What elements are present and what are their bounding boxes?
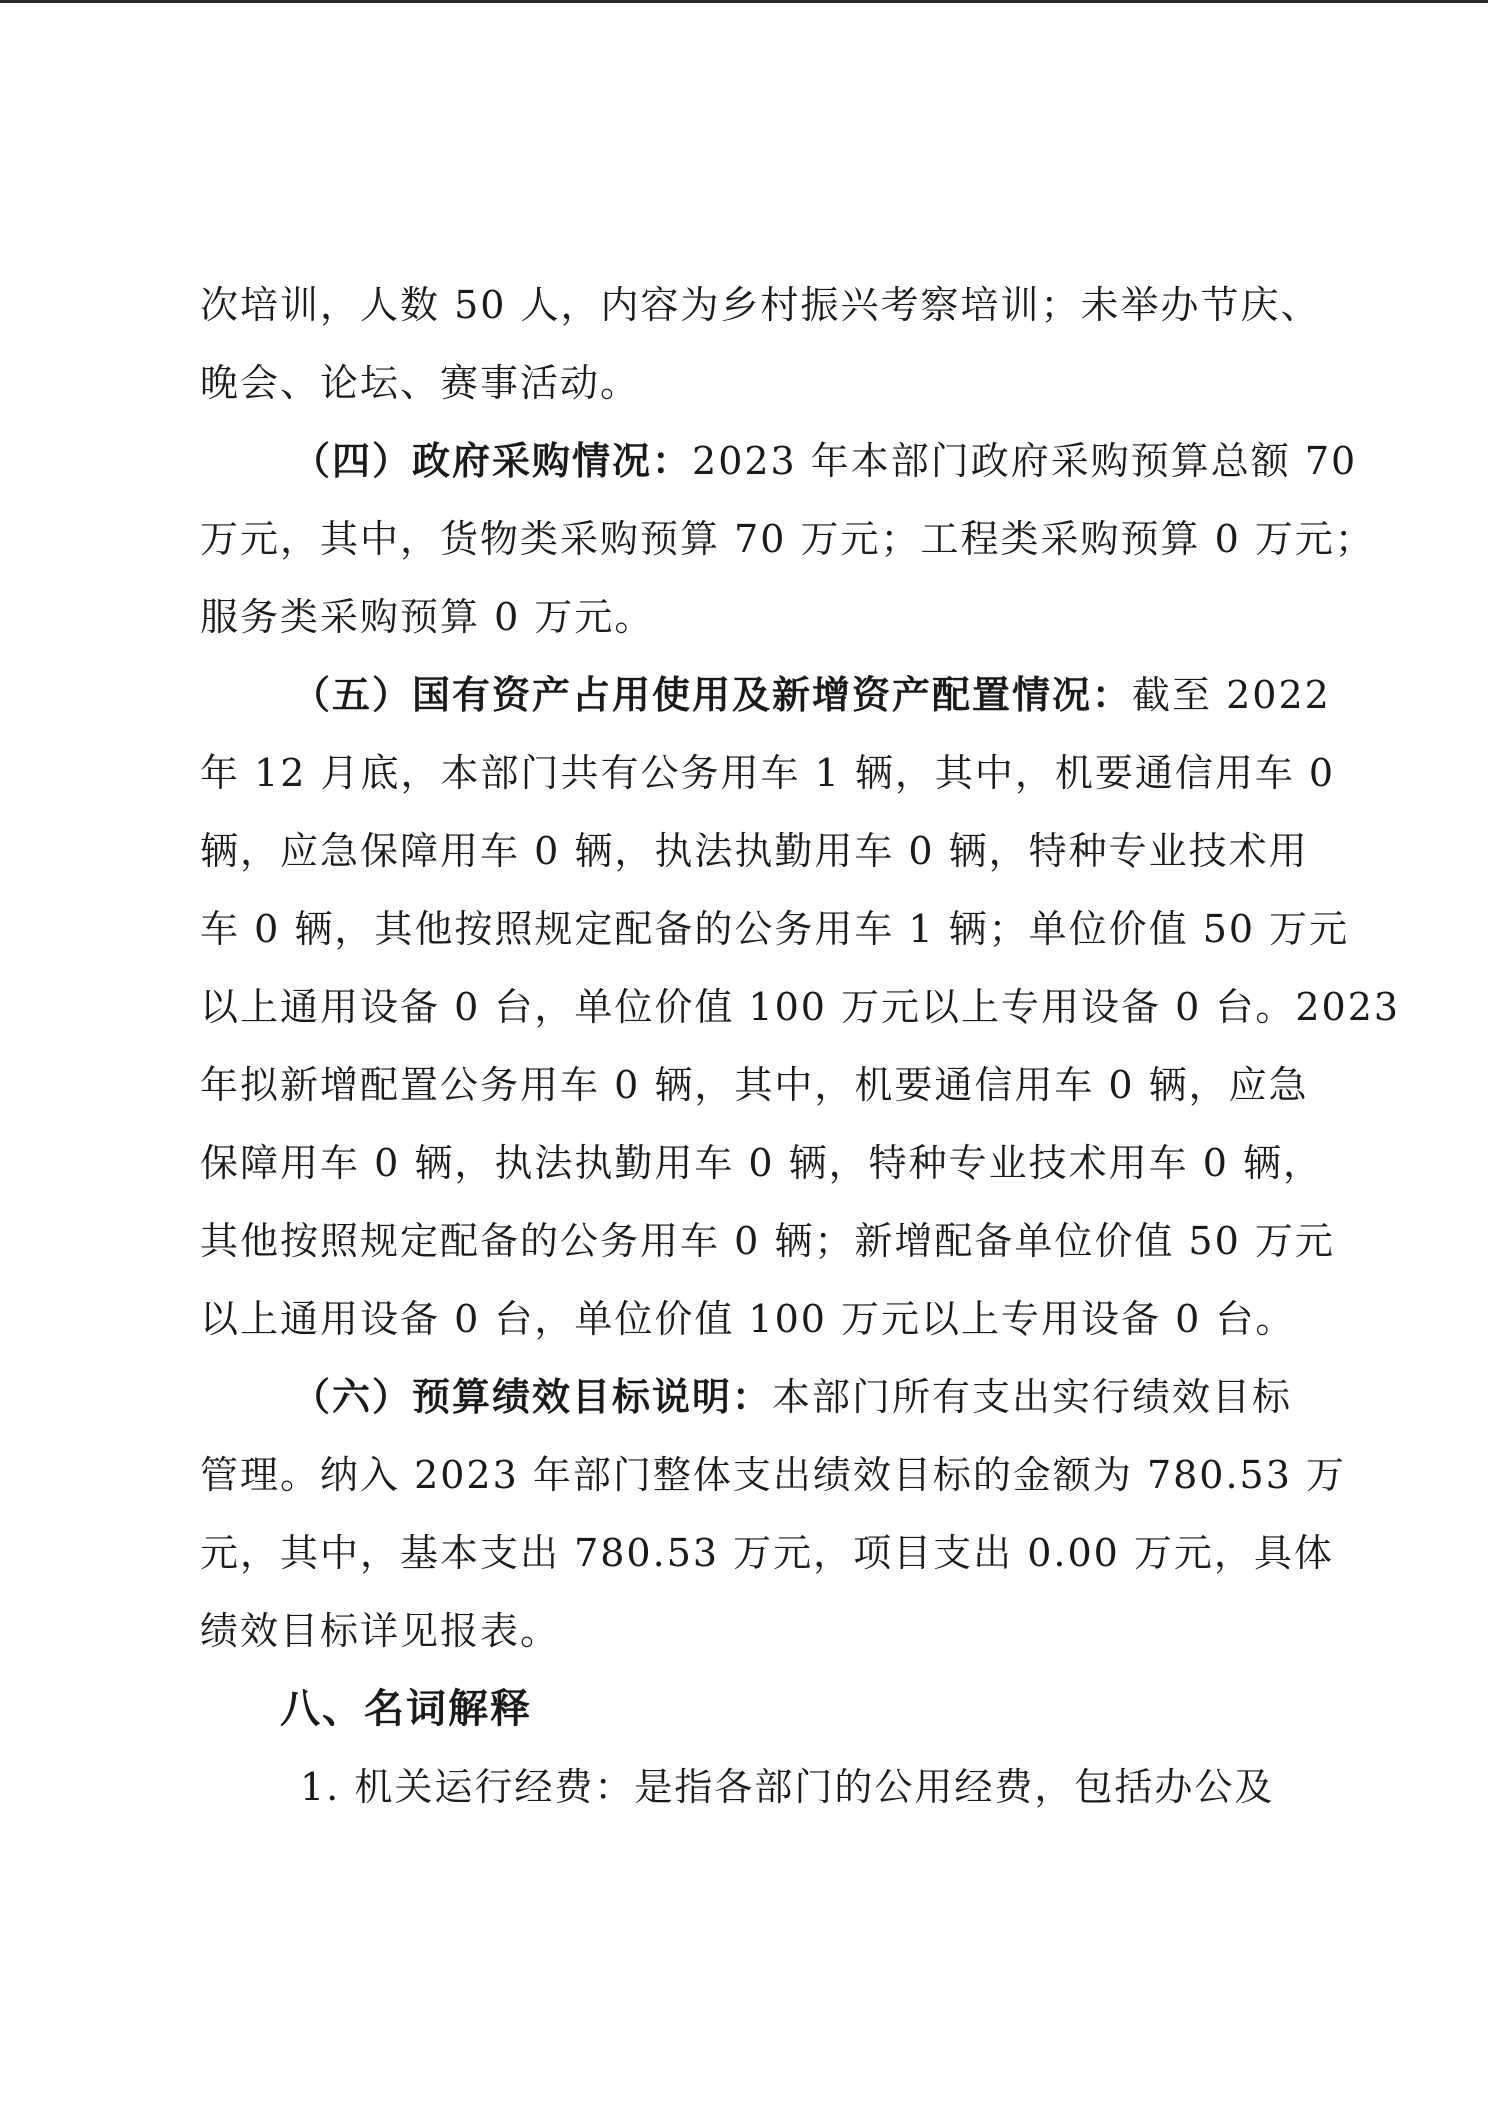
paragraph-line: 年拟新增配置公务用车 0 辆，其中，机要通信用车 0 辆，应急 [200, 1063, 1309, 1107]
paragraph-line: 元，其中，基本支出 780.53 万元，项目支出 0.00 万元，具体 [200, 1531, 1334, 1575]
assets-heading: （五）国有资产占用使用及新增资产配置情况： [292, 672, 1133, 717]
assets-heading-line [200, 656, 1331, 734]
paragraph-line: 年 12 月底，本部门共有公务用车 1 辆，其中，机要通信用车 0 [200, 751, 1336, 795]
paragraph-line: 以上通用设备 0 台，单位价值 100 万元以上专用设备 0 台。 [200, 1297, 1296, 1341]
section-title: 八、名词解释 [280, 1685, 532, 1732]
paragraph-text: 2023 年本部门政府采购预算总额 70 [692, 439, 1358, 483]
procurement-heading-line [200, 422, 1358, 500]
paragraph-line: 管理。纳入 2023 年部门整体支出绩效目标的金额为 780.53 万 [200, 1453, 1346, 1497]
performance-heading-line [200, 1358, 1293, 1436]
page-body [200, 266, 1401, 1826]
paragraph-line: 万元，其中，货物类采购预算 70 万元；工程类采购预算 0 万元； [200, 517, 1375, 561]
paragraph-text: 本部门所有支出实行绩效目标 [772, 1375, 1293, 1419]
procurement-heading: （四）政府采购情况： [292, 438, 693, 483]
paragraph-line: 绩效目标详见报表。 [200, 1609, 561, 1653]
performance-heading: （六）预算绩效目标说明： [292, 1374, 773, 1419]
paragraph-line: 保障用车 0 辆，执法执勤用车 0 辆，特种专业技术用车 0 辆， [200, 1141, 1324, 1185]
top-border-rule [0, 0, 1488, 3]
definition-item: 1. 机关运行经费：是指各部门的公用经费，包括办公及 [300, 1765, 1275, 1809]
paragraph-line: 车 0 辆，其他按照规定配备的公务用车 1 辆；单位价值 50 万元 [200, 907, 1350, 951]
paragraph-text: 截至 2022 [1132, 673, 1331, 717]
paragraph-line: 晚会、论坛、赛事活动。 [200, 361, 641, 405]
paragraph-line: 辆，应急保障用车 0 辆，执法执勤用车 0 辆，特种专业技术用 [200, 829, 1309, 873]
paragraph-line: 以上通用设备 0 台，单位价值 100 万元以上专用设备 0 台。2023 [200, 985, 1401, 1029]
paragraph-line: 次培训，人数 50 人，内容为乡村振兴考察培训；未举办节庆、 [200, 283, 1321, 327]
paragraph-line: 服务类采购预算 0 万元。 [200, 595, 655, 639]
paragraph-line: 其他按照规定配备的公务用车 0 辆；新增配备单位价值 50 万元 [200, 1219, 1335, 1263]
